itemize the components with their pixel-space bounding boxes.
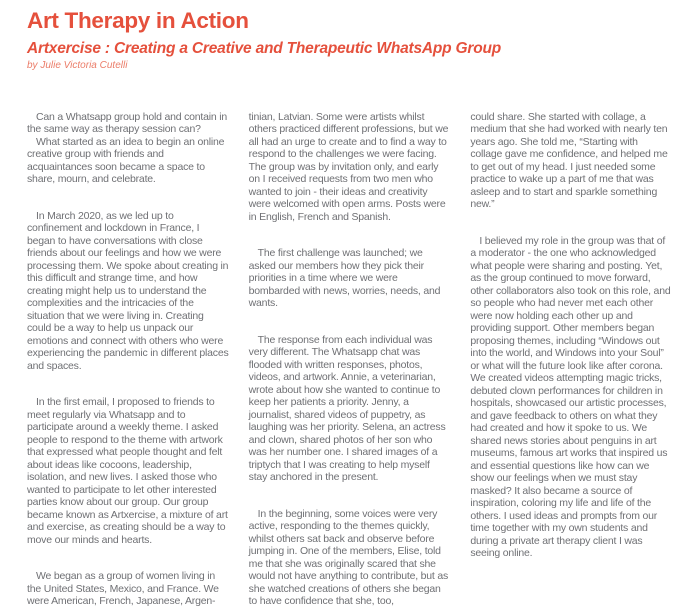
article-body xyxy=(0,111,688,608)
article-paragraph: We began as a group of women living in the United States, Mexico, and France. We were American, French, Japanese, Argen- xyxy=(27,570,219,608)
article-paragraph: I believed my role in the group was that of a moderator - the one who acknowledged what people were sharing and posting. Yet, as the group continued to move forward, other collaborators also took on this role, and so people who had never met each other were now holding each other up and providing support. Other members began proposing themes, including “Windows out into the world, and Windows into your Soul” or what will the future look like after corona. We created videos attempting magic tricks, debuted clown performances for children in hospitals, showcased our artistic processes, and gave feedback to others on what they had created and how it spoke to us. We shared news stories about penguins in art museums, famous art works that inspired us and essential questions like how can we show our feelings when we must stay masked? It also became a source of inspiration, coloring my life and life of the others. I used ideas and prompts from our time together with my own students and during a private art therapy client I was seeing online. xyxy=(470,234,671,560)
article-column-1 xyxy=(27,111,229,608)
page-title: Art Therapy in Action xyxy=(27,8,249,33)
article-paragraph: The response from each individual was very different. The Whatsapp chat was flooded with written responses, photos, videos, and artwork. Annie, a veterinarian, wrote about how she wanted to continue to keep her patients a priority. Jenny, a journalist, shared videos of puppetry, as laughing was her priority. Selena, an actress and clown, shared photos of her son who was her number one. I shared images of a triptych that I was creating to help myself stay anchored in the present. xyxy=(248,333,446,484)
article-header xyxy=(0,0,688,71)
article-column-2 xyxy=(249,111,451,608)
article-paragraph: In the beginning, some voices were very active, responding to the themes quickly, whilst others sat back and observe before jumping in. One of the members, Elise, told me that she was originally scared that she would not have anything to contribute, but as she watched creations of others she began to have confidence that she, too, xyxy=(248,507,449,608)
article-paragraph: tinian, Latvian. Some were artists whilst others practiced different professions, but we all had an urge to create and to find a way to respond to the challenges we were facing. The group was by invitation only, and early on I received requests from two men who wanted to join - their ideas and creativity were welcomed with open arms. Posts were in English, French and Spanish. xyxy=(248,110,449,223)
article-paragraph: In March 2020, as we led up to confinement and lockdown in France, I began to have conversations with close friends about our feelings and how we were processing them. We spoke about creating in this difficult and strange time, and how creating might help us to understand the complexities and the intricacies of the situation that we were living in. Creating could be a way to help us unpack our emotions and connect with others who were experiencing the pandemic in different places and spaces. xyxy=(27,209,229,372)
article-paragraph: The first challenge was launched; we asked our members how they pick their priorities in a time where we were bombarded with news, worries, needs, and wants. xyxy=(248,247,441,310)
article-column-3 xyxy=(470,111,672,608)
article-subtitle: Artxercise : Creating a Creative and Therapeutic WhatsApp Group xyxy=(27,40,502,58)
article-paragraph: Can a Whatsapp group hold and contain in the same way as therapy session can? xyxy=(27,110,228,136)
article-byline: by Julie Victoria Cutelli xyxy=(27,59,128,71)
article-paragraph: What started as an idea to begin an online creative group with friends and acquaintances soon became a space to share, mourn, and celebrate. xyxy=(27,135,225,186)
article-paragraph: In the first email, I proposed to friends to meet regularly via Whatsapp and to participate around a weekly theme. I asked people to respond to the theme with artwork that expressed what people thought and felt about ideas like cocoons, leadership, isolation, and new lives. I asked those who wanted to participate to let other interested parties know about our group. Our group became known as Artxercise, a mixture of art and exercise, as creating should be a way to move our minds and hearts. xyxy=(27,396,228,546)
article-paragraph: could share. She started with collage, a medium that she had worked with nearly ten years ago. She told me, “Starting with collage gave me confidence, and helped me to get out of my head. I just needed some practice to wake up a part of me that was asleep and to start and sparkle something new.” xyxy=(470,110,668,211)
